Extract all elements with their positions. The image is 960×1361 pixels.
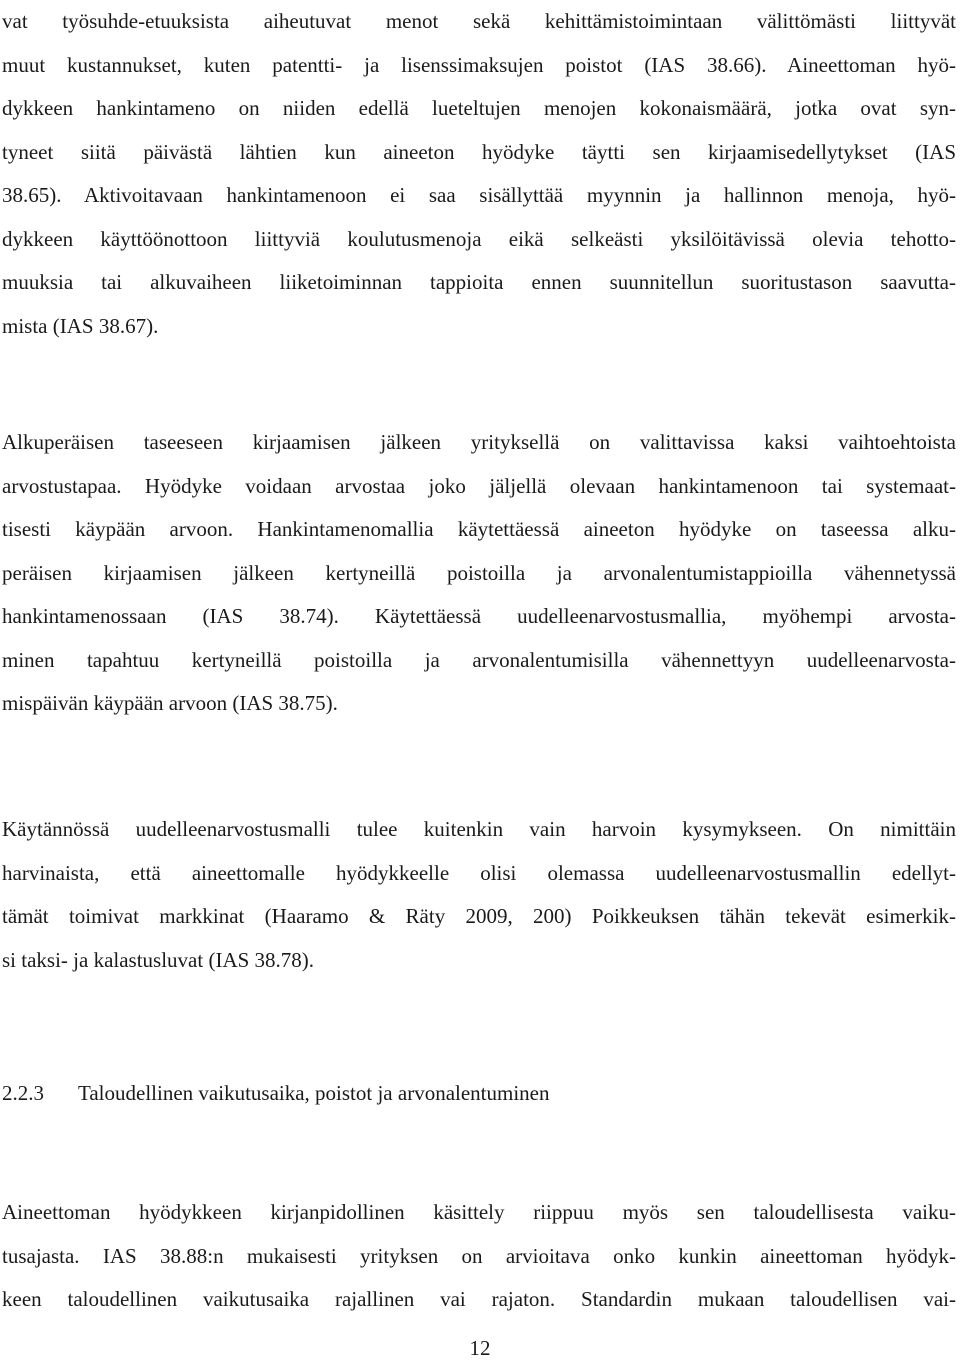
paragraph-line: dykkeen hankintameno on niiden edellä lueteltujen menojen kokonaismäärä, jotka ovat syn- [2, 96, 956, 120]
paragraph-2 [2, 421, 956, 726]
page-number: 12 [469, 1336, 491, 1360]
paragraph-line: harvinaista, että aineettomalle hyödykkeelle olisi olemassa uudelleenarvostusmallin edellyt- [2, 860, 956, 885]
paragraph-line: dykkeen käyttöönottoon liittyviä koulutusmenoja eikä selkeästi yksilöitävissä olevia tehotto- [2, 226, 956, 251]
paragraph-line: vat työsuhde-etuuksista aiheutuvat menot sekä kehittämistoimintaan välittömästi liittyvät [2, 9, 956, 33]
section-heading [2, 1072, 550, 1116]
paragraph-line: minen tapahtuu kertyneillä poistoilla ja arvonalentumisilla vähennettyyn uudelleenarvosta- [2, 647, 956, 672]
section-number: 2.2.3 [2, 1081, 44, 1105]
section-title: Taloudellinen vaikutusaika, poistot ja arvonalentuminen [78, 1081, 550, 1105]
paragraph-3 [2, 808, 956, 982]
paragraph-line: peräisen kirjaamisen jälkeen kertyneillä poistoilla ja arvonalentumistappioilla vähennetyssä [2, 560, 956, 585]
paragraph-line: tisesti käypään arvoon. Hankintamenomallia käytettäessä aineeton hyödyke on taseessa alku- [2, 517, 956, 541]
paragraph-line: si taksi- ja kalastusluvat (IAS 38.78). [2, 947, 315, 972]
paragraph-line: hankintamenossaan (IAS 38.74). Käytettäessä uudelleenarvostusmallia, myöhempi arvosta- [2, 604, 956, 628]
paragraph-line: muuksia tai alkuvaiheen liiketoiminnan tappioita ennen suunnitellun suoritustason saavutta- [2, 270, 956, 294]
paragraph-line: tusajasta. IAS 38.88:n mukaisesti yrityksen on arvioitava onko kunkin aineettoman hyödyk- [2, 1243, 956, 1268]
paragraph-line: muut kustannukset, kuten patentti- ja lisenssimaksujen poistot (IAS 38.66). Aineettoman hyö- [2, 52, 956, 77]
paragraph-line: mista (IAS 38.67). [2, 313, 159, 338]
paragraph-line: tyneet siitä päivästä lähtien kun aineeton hyödyke täytti sen kirjaamisedellytykset (IAS [2, 139, 956, 164]
paragraph-line: mispäivän käypään arvoon (IAS 38.75). [2, 691, 338, 715]
paragraph-line: keen taloudellinen vaikutusaika rajallinen vai rajaton. Standardin mukaan taloudellisen vai- [2, 1287, 956, 1311]
paragraph-4 [2, 1191, 956, 1322]
paragraph-line: tämät toimivat markkinat (Haaramo & Räty 2009, 200) Poikkeuksen tähän tekevät esimerkik- [2, 904, 956, 928]
paragraph-line: 38.65). Aktivoitavaan hankintamenoon ei saa sisällyttää myynnin ja hallinnon menoja, hyö- [2, 183, 956, 207]
paragraph-line: Aineettoman hyödykkeen kirjanpidollinen käsittely riippuu myös sen taloudellisesta vaiku- [2, 1200, 956, 1224]
paragraph-line: arvostustapaa. Hyödyke voidaan arvostaa joko jäljellä olevaan hankintamenoon tai systemaat- [2, 473, 956, 498]
paragraph-line: Alkuperäisen taseeseen kirjaamisen jälkeen yrityksellä on valittavissa kaksi vaihtoehtoista [2, 430, 956, 454]
paragraph-1 [2, 0, 956, 348]
paragraph-line: Käytännössä uudelleenarvostusmalli tulee kuitenkin vain harvoin kysymykseen. On nimittäin [2, 817, 956, 841]
